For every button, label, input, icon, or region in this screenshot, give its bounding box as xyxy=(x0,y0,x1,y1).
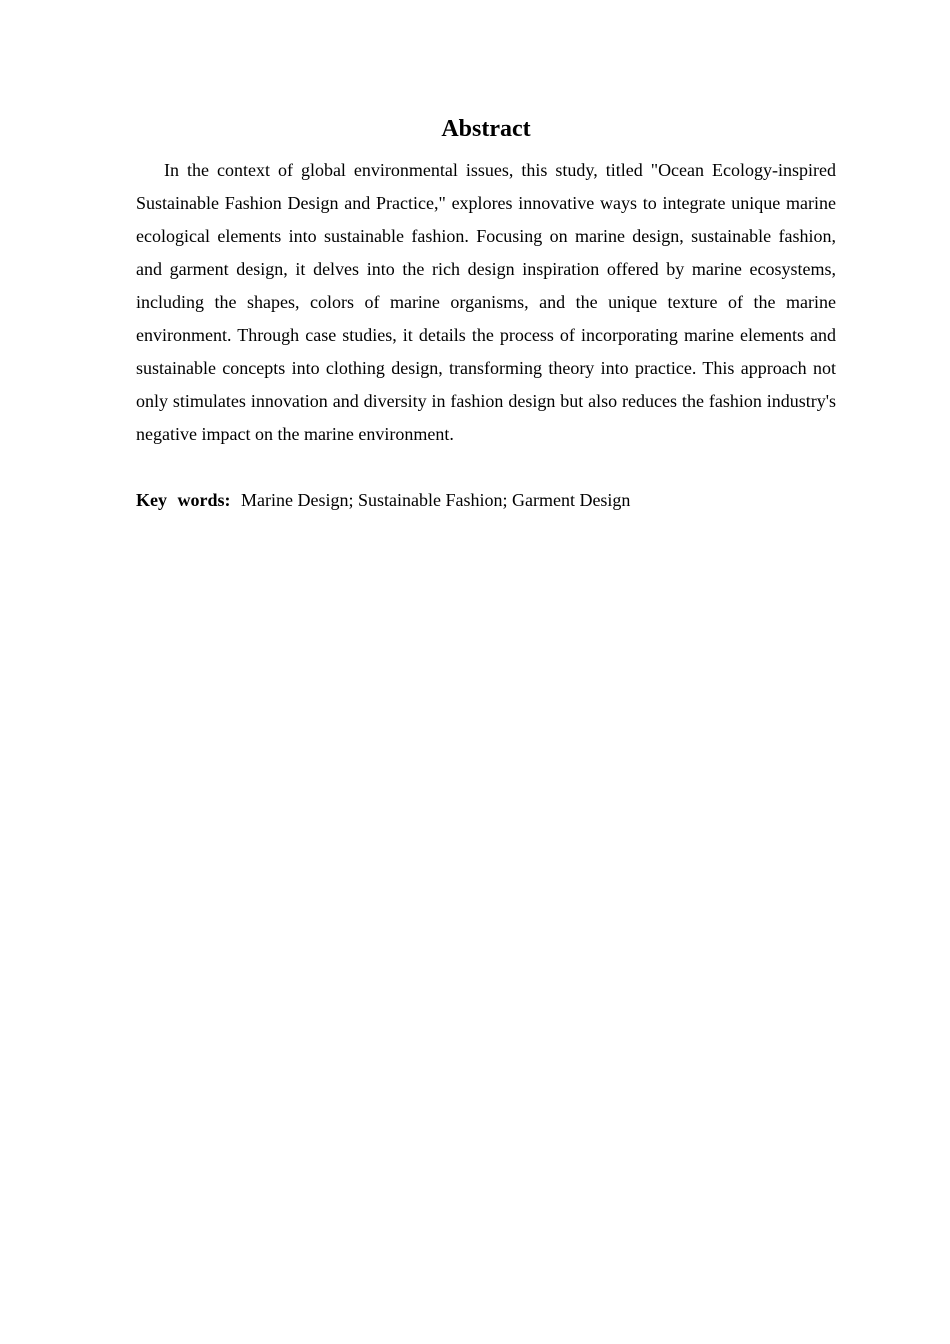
abstract-paragraph: In the context of global environmental issues, this study, titled "Ocean Ecology-inspired Sustainable Fashion Design and Practice," explores innovative ways to integrate unique marine ecological elements into sustainable fashion. Focusing on marine design, sustainable fashion, and garment design, it delves into the rich design inspiration offered by marine ecosystems, including the shapes, colors of marine organisms, and the unique texture of the marine environment. Through case studies, it details the process of incorporating marine elements and sustainable concepts into clothing design, transforming theory into practice. This approach not only stimulates innovation and diversity in fashion design but also reduces the fashion industry's negative impact on the marine environment. xyxy=(136,160,836,444)
abstract-section xyxy=(136,112,836,517)
keywords-label: Key words: xyxy=(136,490,231,510)
keywords-line xyxy=(136,484,836,517)
keywords-value: Marine Design; Sustainable Fashion; Garment Design xyxy=(241,490,631,510)
abstract-title: Abstract xyxy=(441,116,531,142)
